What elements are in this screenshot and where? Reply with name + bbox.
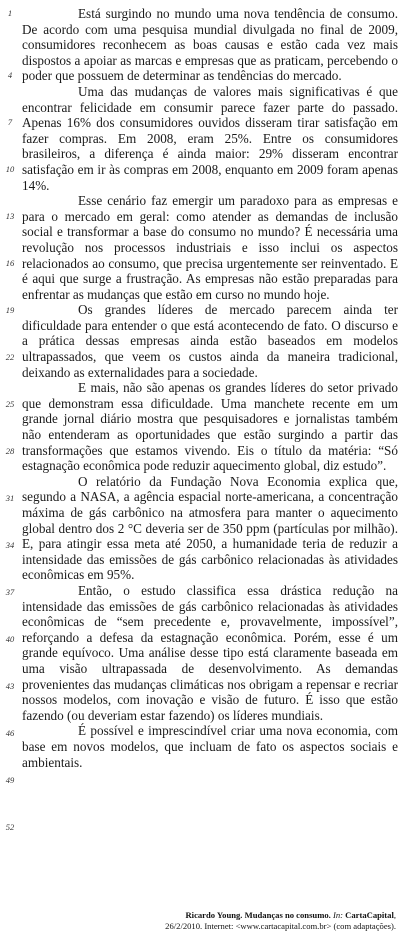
- line-number: 13: [5, 211, 15, 221]
- line-number: 40: [5, 634, 15, 644]
- citation-title: Mudanças no consumo.: [244, 910, 331, 920]
- paragraph: Está surgindo no mundo uma nova tendência de consumo. De acordo com uma pesquisa mundial divulgada no final de 2009, consumidores reconhecem as boas causas e estão cada vez mais dispostos a apoiar as marcas e empresas que as praticam, percebendo o poder que possuem de determinar as tendências do mercado.: [22, 6, 398, 84]
- paragraph: E mais, não são apenas os grandes líderes do setor privado que demonstram essa dificuldade. Uma manchete recente em um grande jornal diário mostra que pesquisadores e jornalistas também não entenderam as oportunidades que estão surgindo a partir das transformações que estamos vivendo. Eis o título da matéria: “Só estagnação econômica pode reduzir aquecimento global, diz estudo”.: [22, 380, 398, 474]
- line-number: 46: [5, 728, 15, 738]
- paragraph: Os grandes líderes de mercado parecem ainda ter dificuldade para entender o que está acontecendo de fato. O discurso e a prática dessas empresas ainda estão baseados em modelos ultrapassados, que veem os custos ainda da maneira tradicional, deixando as externalidades para a sociedade.: [22, 302, 398, 380]
- article-body: [22, 6, 398, 770]
- line-number: 37: [5, 587, 15, 597]
- citation-line-1: [96, 910, 396, 921]
- line-number: 10: [5, 164, 15, 174]
- line-number: 7: [7, 117, 13, 127]
- citation-author: Ricardo Young.: [185, 910, 245, 920]
- paragraph: Esse cenário faz emergir um paradoxo para as empresas e para o mercado em geral: como atender as demandas de inclusão social e transformar a base do consumo no mundo? É necessária uma revolução nos processos industriais e isso inclui os aspectos relacionados ao consumo, que precisa urgentemente ser reinventado. E é aqui que surge a frustração. As empresas não estão preparadas para enfrentar as mudanças que estão em curso no mundo hoje.: [22, 193, 398, 302]
- line-number: 16: [5, 258, 15, 268]
- line-number: 52: [5, 822, 15, 832]
- paragraph: É possível e imprescindível criar uma nova economia, com base em novos modelos, que incluam de fato os aspectos sociais e ambientais.: [22, 723, 398, 770]
- line-number: 22: [5, 352, 15, 362]
- citation-source: CartaCapital: [345, 910, 394, 920]
- citation-line-2: 26/2/2010. Internet: <www.cartacapital.com.br> (com adaptações).: [165, 920, 396, 931]
- line-number: 4: [7, 70, 13, 80]
- citation-in: In:: [330, 910, 346, 920]
- source-citation: [96, 910, 396, 931]
- line-number: 19: [5, 305, 15, 315]
- citation-comma: ,: [393, 910, 396, 920]
- line-number: 28: [5, 446, 15, 456]
- line-number: 31: [5, 493, 15, 503]
- line-number: 25: [5, 399, 15, 409]
- line-number: 43: [5, 681, 15, 691]
- line-number: 34: [5, 540, 15, 550]
- paragraph: O relatório da Fundação Nova Economia explica que, segundo a NASA, a agência espacial norte-americana, a concentração máxima de gás carbônico na atmosfera para manter o aquecimento global dentro dos 2 °C deveria ser de 350 ppm (partículas por milhão). E, para atingir essa meta até 2050, a humanidade teria de reduzir a intensidade das emissões de gás carbônico relacionadas às atividades econômicas em 95%.: [22, 473, 398, 583]
- line-number: 49: [5, 775, 15, 785]
- line-number: 1: [7, 8, 13, 18]
- paragraph: Então, o estudo classifica essa drástica redução na intensidade das emissões de gás carbônico relacionadas às atividades econômicas de “sem precedente e, provavelmente, impossível”, reforçando a defesa da estagnação econômica. Porém, esse é um grande equívoco. Uma análise desse tipo está claramente baseada em uma visão ultrapassada de desenvolvimento. As demandas provenientes das mudanças climáticas nos obrigam a repensar e recriar nossos modelos, com inovação e visão de futuro. É isso que estão fazendo (ou deveriam estar fazendo) os líderes mundiais.: [22, 582, 398, 723]
- paragraph: Uma das mudanças de valores mais significativas é que encontrar felicidade em consumir parece fazer parte do passado. Apenas 16% dos consumidores ouvidos disseram tirar satisfação em fazer compras. Em 2008, eram 25%. Entre os consumidores brasileiros, a diferença é ainda maior: 29% disseram encontrar satisfação em ir às compras em 2008, enquanto em 2009 foram apenas 14%.: [22, 83, 398, 193]
